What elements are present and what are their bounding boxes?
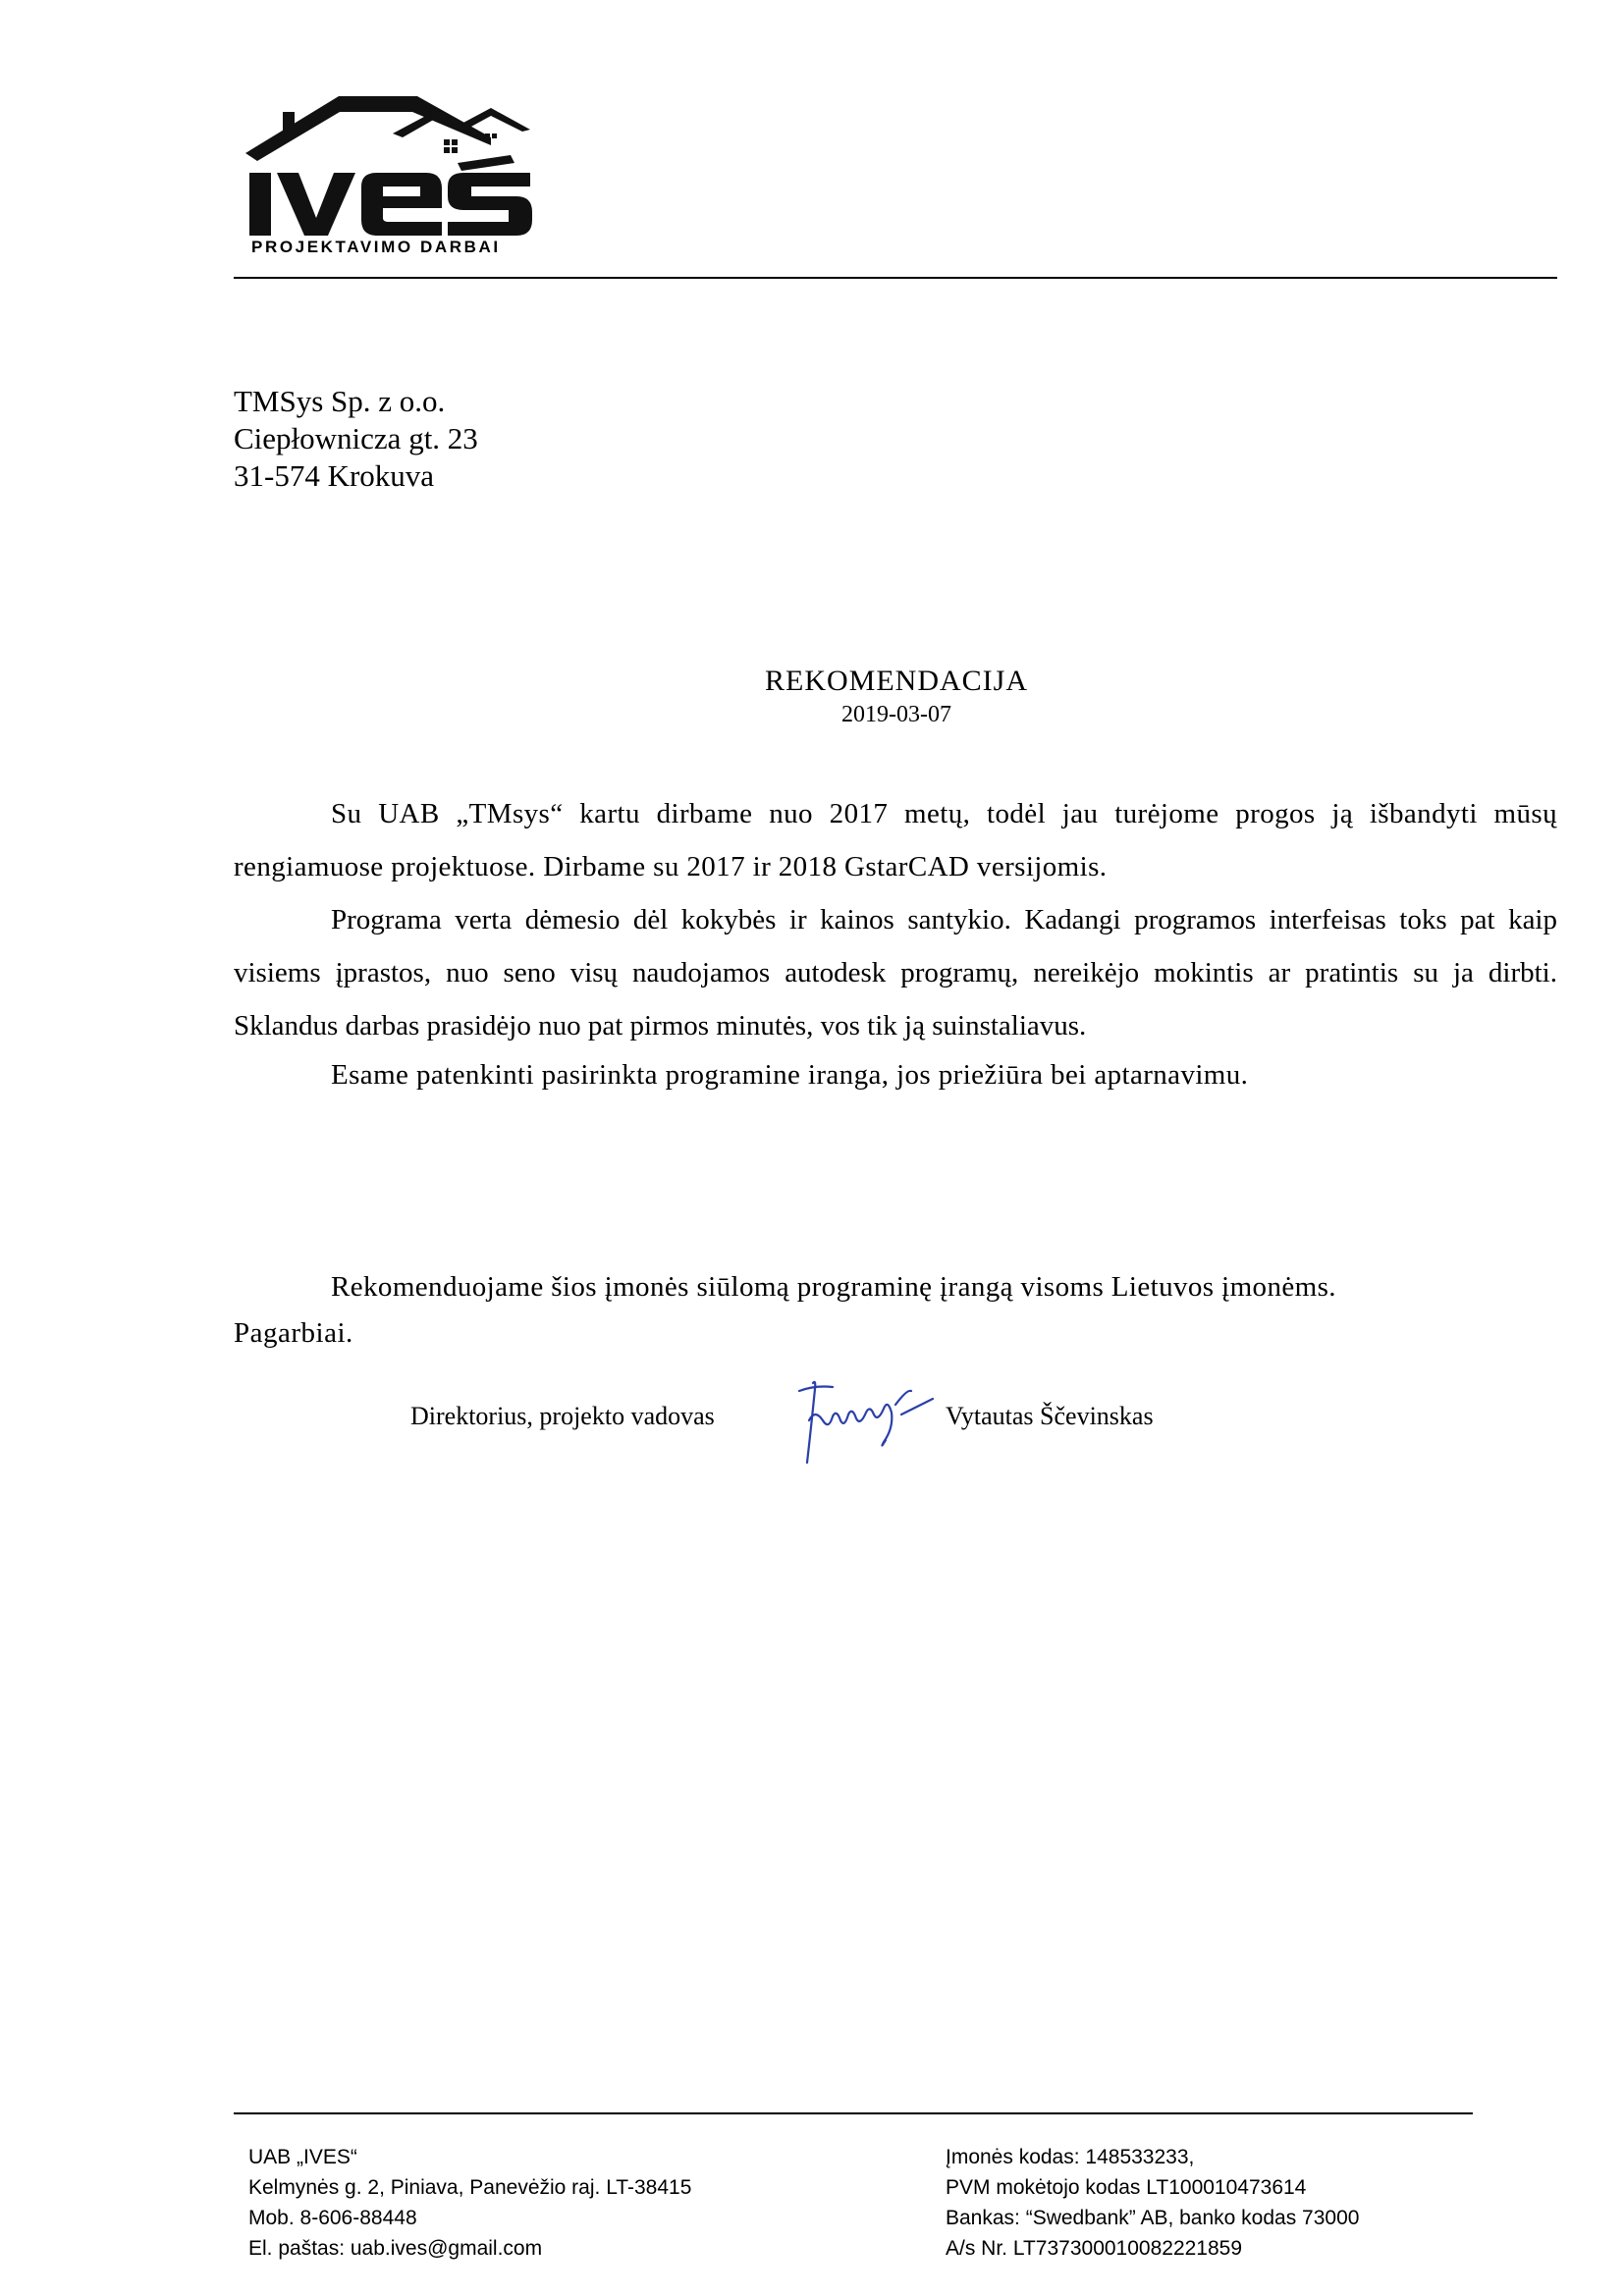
footer-vat-code: PVM mokėtojo kodas LT100010473614	[946, 2176, 1307, 2199]
handwritten-signature	[785, 1369, 943, 1468]
signatory-title: Direktorius, projekto vadovas	[410, 1402, 715, 1430]
recipient-street: Ciepłownicza gt. 23	[234, 421, 478, 455]
recipient-address	[234, 383, 478, 495]
header-divider	[234, 277, 1557, 279]
footer-company-details	[946, 2142, 1359, 2264]
paragraph-text: Rekomenduojame šios įmonės siūlomą programinę įrangą visoms Lietuvos įmonėms.	[331, 1271, 1336, 1303]
recipient-company: TMSys Sp. z o.o.	[234, 384, 446, 418]
company-logo	[245, 94, 585, 261]
footer-address: Kelmynės g. 2, Piniava, Panevėžio raj. LT-38415	[248, 2176, 692, 2199]
document-date: 2019-03-07	[841, 702, 951, 727]
body-paragraph-3	[234, 1048, 1557, 1101]
paragraph-text: Programa verta dėmesio dėl kokybės ir kainos santykio. Kadangi programos interfeisas toks pat kaip visiems įprastos, nuo seno visų naudojamos autodesk programų, nereikėjo mokintis ar pratintis su ja dirbti. Sklandus darbas prasidėjo nuo pat pirmos minutės, vos tik ją suinstaliavus.	[234, 904, 1557, 1041]
signature-graphic	[785, 1369, 943, 1468]
paragraph-text: Esame patenkinti pasirinkta programine iranga, jos priežiūra bei aptarnavimu.	[331, 1059, 1249, 1091]
document-title: REKOMENDACIJA	[765, 665, 1028, 697]
footer-divider	[234, 2112, 1473, 2114]
body-paragraph-4	[234, 1260, 1557, 1313]
closing-salutation: Pagarbiai.	[234, 1317, 353, 1349]
footer-account: A/s Nr. LT737300010082221859	[946, 2237, 1243, 2260]
footer-company-code: Įmonės kodas: 148533233,	[946, 2146, 1195, 2168]
paragraph-text: Su UAB „TMsys“ kartu dirbame nuo 2017 metų, todėl jau turėjome progos ją išbandyti mūsų rengiamuose projektuose. Dirbame su 2017 ir 2018 GstarCAD versijomis.	[234, 798, 1557, 882]
footer-bank: Bankas: “Swedbank” AB, banko kodas 73000	[946, 2207, 1360, 2229]
ives-logo-graphic	[245, 94, 585, 261]
body-paragraph-2	[234, 893, 1557, 1052]
footer-company-name: UAB „IVES“	[248, 2146, 357, 2168]
logo-tagline: PROJEKTAVIMO DARBAI	[251, 238, 501, 256]
body-paragraph-1	[234, 787, 1557, 893]
footer-email: El. paštas: uab.ives@gmail.com	[248, 2237, 543, 2260]
footer-company-contacts	[248, 2142, 691, 2264]
recipient-city: 31-574 Krokuva	[234, 458, 435, 493]
signatory-name: Vytautas Ščevinskas	[946, 1402, 1154, 1430]
footer-phone: Mob. 8-606-88448	[248, 2207, 417, 2229]
